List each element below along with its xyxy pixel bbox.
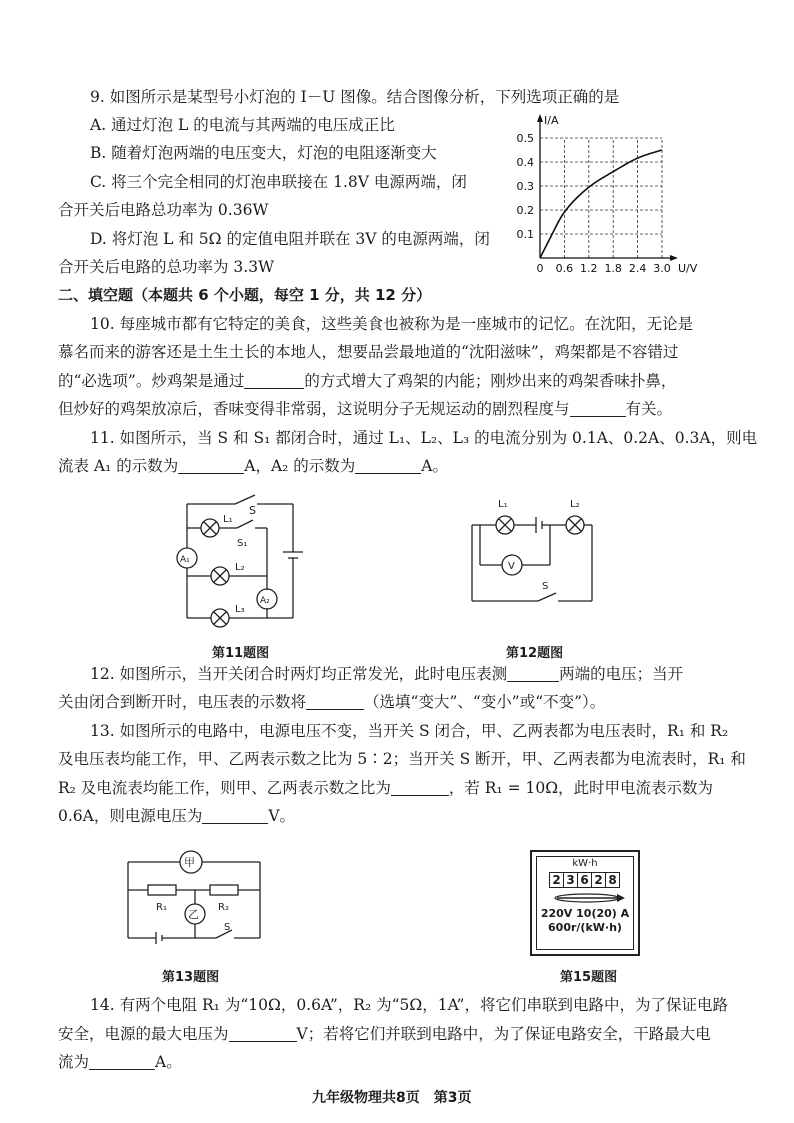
fig13-label-r1: R₁: [156, 902, 167, 913]
fig15-rotor-disc: [537, 891, 637, 905]
chart-x-tick-label: 1.8: [604, 262, 622, 275]
q13-line1: 13. 如图所示的电路中，电源电压不变，当开关 S 闭合，甲、乙两表都为电压表时，R₁ 和 R₂: [90, 722, 729, 740]
q10-blank-1[interactable]: [244, 372, 304, 389]
fig11-label-a1: A₁: [180, 555, 190, 565]
q13-line3-text-a: R₂ 及电流表均能工作，则甲、乙两表示数之比为: [58, 779, 391, 797]
q13-line3: [58, 777, 713, 799]
q14-blank-2[interactable]: [89, 1053, 155, 1070]
fig11-caption: 第11题图: [212, 646, 270, 661]
q14-line3-text-b: A。: [155, 1053, 182, 1071]
fig12-circuit: [460, 493, 610, 613]
fig11-label-s1: S₁: [237, 538, 248, 549]
q14-line2-text-a: 安全，电源的最大电压为: [58, 1025, 229, 1043]
chart-y-tick-label: 0.4: [516, 156, 534, 169]
q13-line4-text-a: 0.6A，则电源电压为: [58, 807, 203, 825]
chart-series-line: [540, 150, 662, 258]
chart-x-tick-label: 3.0: [653, 262, 671, 275]
chart-y-tick-label: 0.2: [516, 204, 534, 217]
q10-blank-2[interactable]: [570, 400, 626, 417]
q12-line1: [90, 663, 683, 685]
chart-y-tick-label: 0.5: [516, 132, 534, 145]
fig12-caption: 第12题图: [506, 646, 564, 661]
q14-line3-text-a: 流为: [58, 1053, 90, 1071]
fig12-label-l1: L₁: [498, 499, 508, 510]
section-title: 二、填空题（本题共 6 个小题，每空 1 分，共 12 分）: [58, 286, 432, 304]
fig15-constant: 600r/(kW·h): [548, 921, 622, 934]
fig12-label-s: S: [542, 581, 549, 592]
q14-line1: 14. 有两个电阻 R₁ 为“10Ω，0.6A”，R₂ 为“5Ω，1A”，将它们串联到电路中，为了保证电路: [90, 996, 728, 1014]
fig15-digit: 3: [563, 872, 578, 888]
fig15-energy-meter: [530, 850, 640, 956]
q12-blank-2[interactable]: [306, 693, 364, 710]
fig15-digit: 2: [549, 872, 564, 888]
chart-x-axis-arrow: [670, 255, 678, 261]
chart-x-axis-label: U/V: [678, 262, 698, 275]
fig13-caption: 第13题图: [162, 970, 220, 985]
chart-x-tick-label: 1.2: [580, 262, 598, 275]
q13-line4: [58, 805, 295, 827]
q13-blank-1[interactable]: [391, 779, 449, 796]
chart-x-tick-label: 0.6: [555, 262, 574, 275]
q11-blank-1[interactable]: [178, 457, 244, 474]
q10-line4-text-b: 有关。: [625, 400, 673, 418]
q12-line2-text-b: （选填“变大”、“变小”或“不变”）。: [364, 693, 606, 711]
q11-line2: [58, 455, 448, 477]
fig11-label-s: S: [249, 504, 256, 517]
q14-line3: [58, 1051, 182, 1073]
q11-line2-text-c: A。: [421, 457, 448, 475]
q13-blank-2[interactable]: [202, 807, 268, 824]
page-footer: 九年级物理共8页 第3页: [312, 1090, 472, 1106]
q13-line4-text-b: V。: [268, 807, 296, 825]
q9-option-d-line2: 合开关后电路的总功率为 3.3W: [58, 258, 275, 276]
q11-line2-text-a: 流表 A₁ 的示数为: [58, 457, 179, 475]
q10-line4: [58, 398, 672, 420]
q14-line2-text-b: V；若将它们并联到电路中，为了保证电路安全，干路最大电: [296, 1025, 711, 1043]
fig11-label-l1: L₁: [223, 514, 233, 525]
q12-line1-text-a: 12. 如图所示，当开关闭合时两灯均正常发光，此时电压表测: [90, 665, 508, 683]
q12-blank-1[interactable]: [507, 665, 559, 682]
fig12-label-l2: L₂: [570, 499, 580, 510]
q13-line2: 及电压表均能工作，甲、乙两表示数之比为 5∶2；当开关 S 断开，甲、乙两表都为电流表时，R₁ 和: [58, 750, 746, 768]
q14-blank-1[interactable]: [229, 1025, 297, 1042]
chart-y-tick-label: 0.1: [516, 228, 534, 241]
q12-line2-text-a: 关由闭合到断开时，电压表的示数将: [58, 693, 307, 711]
q10-line1: 10. 每座城市都有它特定的美食，这些美食也被称为是一座城市的记忆。在沈阳，无论是: [90, 315, 694, 333]
q10-line2: 慕名而来的游客还是土生土长的本地人，想要品尝最地道的“沈阳滋味”，鸡架都是不容错过: [58, 343, 679, 361]
chart-y-axis-arrow: [537, 114, 543, 122]
chart-y-axis-label: I/A: [544, 114, 559, 127]
iu-chart: [500, 110, 720, 278]
q9-stem: 9. 如图所示是某型号小灯泡的 I－U 图像。结合图像分析，下列选项正确的是: [90, 88, 620, 106]
fig15-digit: 2: [591, 872, 606, 888]
q9-option-d-line1: D. 将灯泡 L 和 5Ω 的定值电阻并联在 3V 的电源两端，闭: [90, 230, 490, 248]
fig15-caption: 第15题图: [560, 970, 618, 985]
fig13-circuit: [120, 848, 270, 948]
fig15-unit: kW·h: [572, 858, 598, 869]
fig15-rating: 220V 10(20) A: [540, 907, 630, 920]
q13-line3-text-b: ，若 R₁ = 10Ω，此时甲电流表示数为: [448, 779, 714, 797]
fig11-label-a2: A₂: [260, 596, 270, 606]
fig11-label-l3: L₃: [235, 604, 245, 615]
fig13-label-s: S: [224, 922, 231, 933]
q9-option-b: B. 随着灯泡两端的电压变大，灯泡的电阻逐渐变大: [90, 144, 437, 162]
q11-blank-2[interactable]: [355, 457, 421, 474]
q9-option-c-line2: 合开关后电路总功率为 0.36W: [58, 201, 269, 219]
q10-line3-text-b: 的方式增大了鸡架的内能；刚炒出来的鸡架香味扑鼻，: [304, 372, 677, 390]
chart-x-tick-label: 0: [536, 262, 544, 275]
fig12-label-v: V: [508, 561, 515, 572]
fig15-digit: 6: [577, 872, 592, 888]
fig11-label-l2: L₂: [235, 562, 245, 573]
q12-line1-text-b: 两端的电压；当开: [559, 665, 684, 683]
q14-line2: [58, 1023, 711, 1045]
q9-option-c-line1: C. 将三个完全相同的灯泡串联接在 1.8V 电源两端，闭: [90, 173, 467, 191]
q9-option-a: A. 通过灯泡 L 的电流与其两端的电压成正比: [90, 116, 395, 134]
chart-x-tick-label: 2.4: [628, 262, 647, 275]
fig15-meter-inner: [536, 856, 634, 950]
fig13-label-yi: 乙: [188, 908, 199, 921]
q12-line2: [58, 691, 605, 713]
q11-line1: 11. 如图所示，当 S 和 S₁ 都闭合时，通过 L₁、L₂、L₃ 的电流分别为 0.1A、0.2A、0.3A，则电: [90, 429, 758, 447]
fig11-circuit: [165, 490, 325, 640]
chart-y-tick-label: 0.3: [516, 180, 534, 193]
q10-line3: [58, 370, 676, 392]
fig15-digit: 8: [605, 872, 620, 888]
q10-line3-text-a: 的“必选项”。炒鸡架是通过: [58, 372, 245, 390]
q11-line2-text-b: A，A₂ 的示数为: [244, 457, 356, 475]
q10-line4-text-a: 但炒好的鸡架放凉后，香味变得非常弱，这说明分子无规运动的剧烈程度与: [58, 400, 570, 418]
fig13-label-r2: R₂: [218, 902, 229, 913]
fig15-digit-register: [537, 872, 633, 888]
fig13-label-jia: 甲: [184, 856, 195, 869]
